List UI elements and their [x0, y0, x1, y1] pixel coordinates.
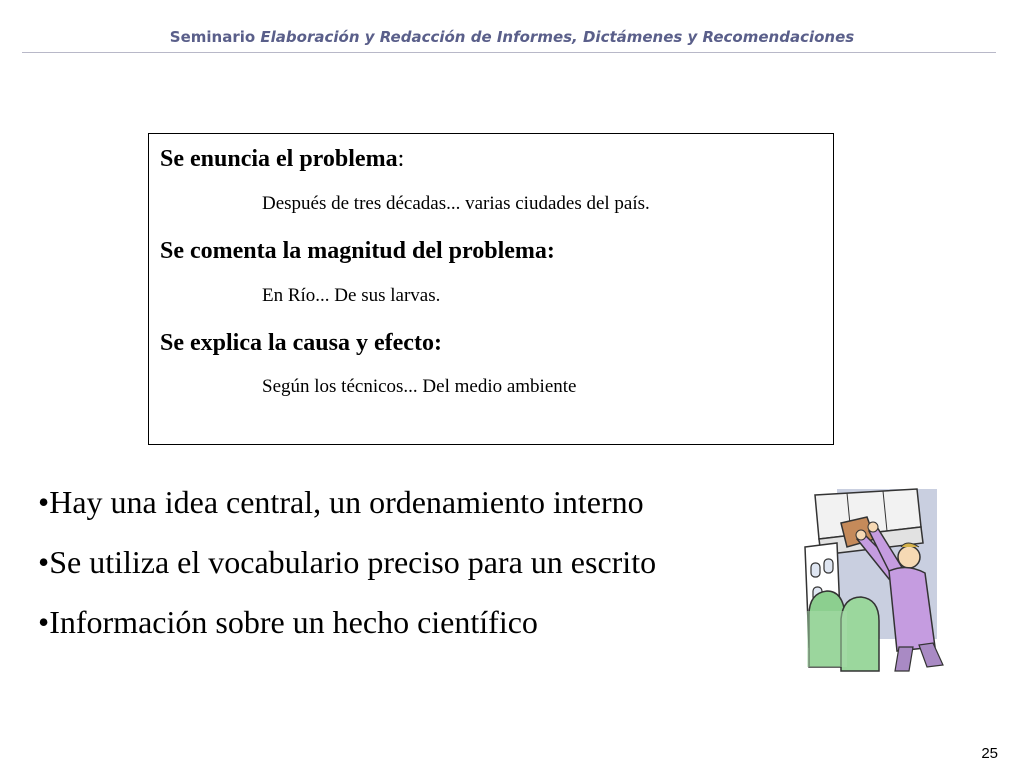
page-number: 25: [981, 745, 998, 762]
summary-box: [148, 133, 834, 445]
header-divider: [22, 52, 996, 53]
box-heading-1: Se enuncia el problema:: [160, 146, 405, 172]
bullet-item-1: •Hay una idea central, un ordenamiento interno: [38, 484, 644, 520]
slide-header: [0, 28, 1024, 46]
passenger-overhead-bin-icon: [797, 487, 949, 675]
bullet-item-2: •Se utiliza el vocabulario preciso para un escrito: [38, 544, 657, 580]
box-detail-1: Después de tres décadas... varias ciudades del país.: [262, 193, 650, 214]
box-heading-3: Se explica la causa y efecto:: [160, 330, 442, 356]
header-prefix: Seminario: [169, 28, 256, 46]
box-heading-2: Se comenta la magnitud del problema:: [160, 238, 555, 264]
bullet-list: [38, 472, 656, 652]
box-detail-3: Según los técnicos... Del medio ambiente: [262, 376, 577, 397]
header-course-title: Elaboración y Redacción de Informes, Dictámenes y Recomendaciones: [260, 28, 855, 46]
box-detail-2: En Río... De sus larvas.: [262, 285, 441, 306]
bullet-item-3: •Información sobre un hecho científico: [38, 604, 538, 640]
